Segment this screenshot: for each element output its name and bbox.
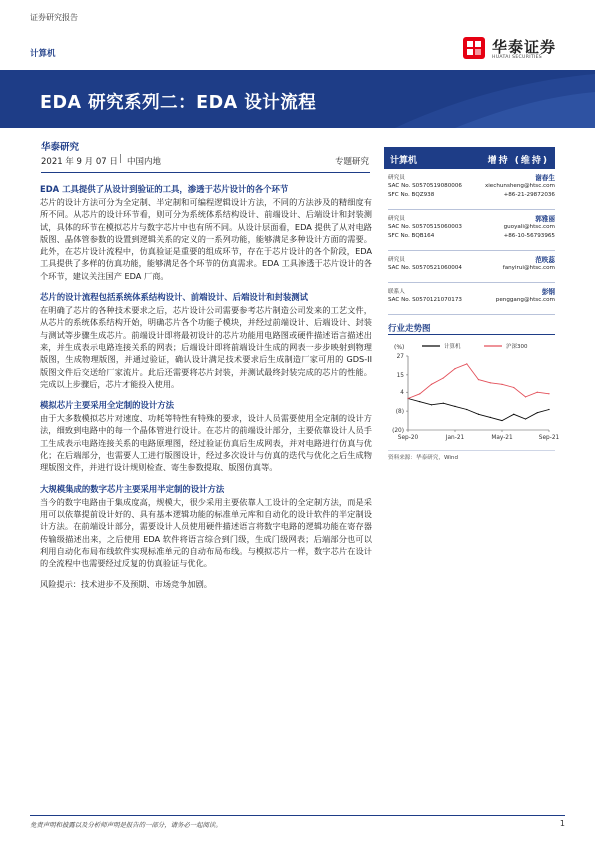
data-point — [419, 401, 420, 402]
section-heading: 芯片的设计流程包括系统体系结构设计、前端设计、后端设计和封装测试 — [40, 292, 308, 303]
data-point — [501, 420, 502, 421]
industry-trend-chart — [384, 338, 560, 450]
section-body: 芯片的设计方法可分为全定制、半定制和可编程逻辑设计方法，不同的方法涉及的精细度有所不同。从芯片的设计环节看，则可分为系统体系结构设计、前端设计、后端设计和封装测试，具体的环节在模拟芯片与数字芯片中也有所不同。从设计层面看，EDA 提供了从对电路版图、晶体管参数的设置到逻辑关系的定义的一系列功能，能够满足多种设计方面的需要。此外，在芯片设计流程中，仿真验证是重要的组成环节，存在于芯片设计的各个阶段，EDA 工具提供了多样的仿真功能，能够满足各个环节的仿真需求。EDA 工具渗透于芯片设计的各个环节，建议关注国产 EDA 厂商。 — [40, 197, 372, 281]
sector-label: 计算机 — [30, 49, 56, 59]
analyst-sac: SAC No. S0570515060003 — [388, 224, 462, 230]
data-point — [431, 384, 432, 385]
research-label: 华泰研究 — [41, 142, 80, 153]
logo-name-cn: 华泰证券 — [492, 38, 557, 56]
chart-source-divider — [388, 450, 555, 451]
section — [40, 399, 372, 473]
main-content — [40, 183, 372, 591]
logo-name-en: HUATAI SECURITIES — [492, 55, 543, 60]
data-point — [478, 414, 479, 415]
series-line — [408, 399, 549, 421]
analyst-name: 郭雅丽 — [535, 215, 555, 223]
section-heading: 模拟芯片主要采用全定制的设计方法 — [40, 400, 174, 411]
analyst-role: 研究员 — [388, 175, 405, 181]
section — [40, 483, 372, 570]
analyst-role: 研究员 — [388, 257, 405, 263]
data-point — [419, 393, 420, 394]
analyst-email[interactable]: penggang@htsc.com — [495, 297, 555, 303]
report-date: 2021 年 9 月 07 日 — [41, 157, 118, 167]
section-body: 由于大多数模拟芯片对速度、功耗等特性有特殊的要求，设计人员需要使用全定制的设计方法，细致到电路中的每一个晶体管进行设计。在芯片的前端设计部分，主要依靠设计人员手工生成表示电路连接关系的电路原理图，经过验证仿真后生成网表，并对电路进行仿真与优化；在后端部分，也需要人工进行版图设计，经过多次设计与仿真的迭代与优化之后生成物理版图文件，并进行设计规则检查、寄生参数提取、版图仿真等。 — [40, 413, 372, 473]
analyst-sac: SAC No. S0570121070173 — [388, 297, 462, 303]
analyst-sac: SAC No. S0570521060004 — [388, 265, 462, 271]
analyst-name: 范昳蕊 — [535, 256, 555, 264]
data-point — [548, 393, 549, 394]
section-heading: EDA 工具提供了从设计到验证的工具，渗透于芯片设计的各个环节 — [40, 184, 289, 194]
section-body: 在明确了芯片的各种技术要求之后，芯片设计公司需要参考芯片制造公司发来的工艺文件，从芯片的系统体系结构开始，明确芯片各个功能子模块，并经过前端设计、后端设计、封装与测试等步骤生成芯片。前端设计即将最初设计的芯片功能用电路图或硬件描述语言描述出来，并生成表示电路连接关系的网表；后端设计即将前端设计生成的网表一步步映射到物理版图，生成物理版图，并通过验证，确认设计满足技术要求后生成制造厂家可用的 GDS-II 版图文件后交送给厂家流片。此后还需要将芯片封装，并测试最终封装完成的芯片的性能。完成以上步骤后，芯片才能投入使用。 — [40, 305, 372, 389]
x-tick-label: Jan-21 — [445, 435, 465, 441]
data-point — [548, 409, 549, 410]
data-point — [501, 384, 502, 385]
legend-label: 沪深300 — [506, 344, 528, 350]
report-type: 专题研究 — [334, 157, 369, 167]
data-point — [525, 418, 526, 419]
chart-source: 资料来源：华泰研究，Wind — [388, 455, 458, 461]
chart-ylabel: (%) — [394, 344, 405, 351]
logo-mark-icon — [462, 36, 486, 60]
title-banner — [0, 70, 595, 128]
y-tick-label: (20) — [392, 428, 404, 434]
analyst-name: 彭钢 — [541, 288, 555, 296]
meta-divider — [41, 172, 370, 173]
chart-divider — [388, 334, 555, 335]
data-point — [513, 414, 514, 415]
analyst-card — [388, 287, 555, 315]
analyst-role: 研究员 — [388, 216, 405, 222]
data-point — [537, 392, 538, 393]
section — [40, 183, 372, 282]
analyst-email[interactable]: fanyirui@htsc.com — [502, 265, 555, 271]
rating-sector: 计算机 — [390, 156, 418, 166]
data-point — [466, 409, 467, 410]
analyst-email[interactable]: xiechunsheng@htsc.com — [484, 183, 555, 189]
data-point — [407, 398, 408, 399]
analyst-card — [388, 173, 555, 210]
series-line — [408, 364, 549, 399]
y-tick-label: 4 — [400, 390, 404, 397]
section-heading: 大规模集成的数字芯片主要采用半定制的设计方法 — [40, 483, 225, 494]
meta-separator: | — [119, 154, 122, 164]
rating-header — [384, 147, 555, 169]
report-title: EDA 研究系列二：EDA 设计流程 — [40, 93, 317, 113]
data-point — [513, 387, 514, 388]
footer-disclaimer: 免责声明和披露以及分析师声明是报告的一部分，请务必一起阅读。 — [30, 821, 222, 829]
report-region: 中国内地 — [127, 157, 162, 167]
analyst-sac: SAC No. S0570519080006 — [388, 183, 462, 189]
banner-decoration — [335, 70, 595, 128]
report-meta — [41, 155, 371, 171]
analyst-sfc: SFC No. BQZ938 — [388, 192, 435, 198]
doc-type-label: 证券研究报告 — [30, 13, 78, 22]
x-tick-label: Sep-21 — [538, 435, 560, 441]
y-tick-label: (8) — [395, 409, 404, 416]
footer-divider — [30, 815, 565, 816]
analyst-email[interactable]: guoyali@htsc.com — [503, 224, 555, 230]
y-tick-label: 27 — [396, 354, 404, 360]
analyst-sfc: SFC No. BQB164 — [388, 233, 435, 239]
data-point — [490, 417, 491, 418]
section-body: 当今的数字电路由于集成度高，规模大，很少采用主要依靠人工设计的全定制方法，而是采用可以依靠提前设计好的、具有基本逻辑功能的标准单元库和自动化的设计软件的半定制设计方法。在前端设计部分，需要设计人员使用硬件描述语言将数字电路的逻辑功能在寄存器传输级描述出来，之后使用 EDA 软件将语言综合到门级，生成门级网表；后端部分也可以利用自动化布局布线软件实现标准单元的自动布局布线。与模拟芯片一样，数字芯片在设计的全流程中也需要经过反复的仿真验证与优化。 — [40, 496, 372, 569]
analyst-list — [388, 173, 555, 319]
company-logo — [462, 36, 572, 66]
data-point — [525, 396, 526, 397]
page-number: 1 — [559, 819, 565, 828]
analyst-phone: +86-10-56793965 — [503, 233, 555, 239]
data-point — [454, 368, 455, 369]
rating-value: 增持 (维持) — [487, 156, 549, 166]
data-point — [431, 404, 432, 405]
data-point — [443, 377, 444, 378]
analyst-name: 谢春生 — [535, 174, 555, 182]
section — [40, 291, 372, 390]
data-point — [454, 406, 455, 407]
risk-warning: 风险提示：技术进步不及预期、市场竞争加剧。 — [40, 579, 212, 590]
data-point — [537, 412, 538, 413]
data-point — [490, 382, 491, 383]
analyst-card — [388, 255, 555, 283]
x-tick-label: May-21 — [491, 435, 513, 441]
data-point — [443, 403, 444, 404]
x-tick-label: Sep-20 — [397, 435, 419, 441]
data-point — [466, 363, 467, 364]
data-point — [478, 379, 479, 380]
legend-label: 计算机 — [444, 344, 461, 350]
analyst-phone: +86-21-29872036 — [503, 192, 555, 198]
chart-title: 行业走势图 — [388, 324, 431, 334]
y-tick-label: 15 — [396, 372, 404, 379]
analyst-card — [388, 214, 555, 251]
analyst-role: 联系人 — [388, 289, 405, 295]
